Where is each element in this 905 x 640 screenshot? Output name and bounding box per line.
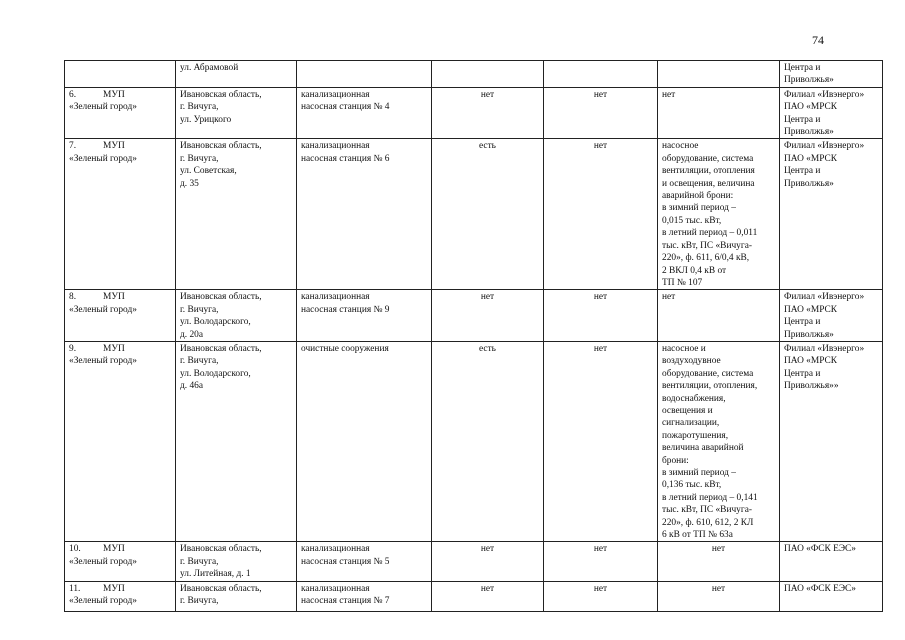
row-number: 7. xyxy=(69,141,77,152)
address-line: д. 35 xyxy=(180,178,199,189)
flag-cell: нет xyxy=(544,87,658,139)
row-number: 8. xyxy=(69,292,77,303)
flag-cell: нет xyxy=(432,542,544,581)
address-line: г. Вичуга, xyxy=(180,356,219,367)
org-cell xyxy=(65,139,176,290)
equipment-line: нет xyxy=(711,544,726,555)
equipment-line: в зимний период – xyxy=(662,203,736,214)
address-line: д. 20а xyxy=(180,329,203,340)
network-line: ПАО «МРСК xyxy=(784,153,838,164)
equipment-line: освещения и xyxy=(662,405,713,416)
network-line: ПАО «МРСК xyxy=(784,304,838,315)
address-line: ул. Урицкого xyxy=(180,114,232,125)
address-line: ул. Абрамовой xyxy=(180,63,239,73)
facility-line: насосная станция № 6 xyxy=(301,153,390,164)
equipment-cell xyxy=(658,61,780,88)
address-line: г. Вичуга, xyxy=(180,556,219,567)
org-type: МУП xyxy=(103,141,125,152)
address-line: Ивановская область, xyxy=(180,583,262,594)
table-row xyxy=(65,87,883,139)
address-line: ул. Литейная, д. 1 xyxy=(180,569,251,580)
org-name: «Зеленый город» xyxy=(69,304,137,315)
flag-cell: нет xyxy=(544,542,658,581)
network-line: Центра и xyxy=(784,368,821,379)
facility-cell xyxy=(297,61,432,88)
address-line: д. 46а xyxy=(180,381,203,392)
table-row xyxy=(65,139,883,290)
equipment-line: в летний период – 0,141 xyxy=(662,492,758,503)
org-name: «Зеленый город» xyxy=(69,596,137,607)
address-line: ул. Советская, xyxy=(180,166,237,177)
facility-line: канализационная xyxy=(301,89,370,100)
equipment-line: оборудование, система xyxy=(662,153,754,164)
table-row xyxy=(65,581,883,611)
facility-line: канализационная xyxy=(301,544,370,555)
facility-line: насосная станция № 5 xyxy=(301,556,390,567)
network-line: Филиал «Ивэнерго» xyxy=(784,141,865,152)
flag-cell: нет xyxy=(544,290,658,342)
equipment-line: тыс. кВт, ПС «Вичуга- xyxy=(662,505,752,516)
facility-cell xyxy=(297,87,432,139)
network-line: ПАО «ФСК ЕЭС» xyxy=(784,544,856,555)
equipment-line: 2 ВКЛ 0,4 кВ от xyxy=(662,265,727,276)
network-cell xyxy=(780,341,883,542)
equipment-line: 0,015 тыс. кВт, xyxy=(662,215,722,226)
org-header xyxy=(69,343,171,355)
flag-cell: нет xyxy=(432,581,544,611)
org-name: «Зеленый город» xyxy=(69,102,137,113)
org-header xyxy=(69,89,171,101)
network-line: Приволжья» xyxy=(784,178,834,189)
address-cell xyxy=(176,341,297,542)
equipment-line: ТП № 107 xyxy=(662,277,703,288)
facility-cell xyxy=(297,139,432,290)
address-line: г. Вичуга, xyxy=(180,102,219,113)
equipment-line: в зимний период – xyxy=(662,468,736,478)
equipment-line: величина аварийной xyxy=(662,443,744,454)
equipment-line: вентиляции, отопления, xyxy=(662,381,758,392)
equipment-line: насосное и xyxy=(662,343,706,354)
address-line: ул. Володарского, xyxy=(180,317,251,328)
equipment-line: вентиляции, отопления xyxy=(662,166,755,177)
address-cell xyxy=(176,290,297,342)
org-name: «Зеленый город» xyxy=(69,356,137,367)
network-cell xyxy=(780,290,883,342)
org-type: МУП xyxy=(103,343,125,354)
network-line: Приволжья» xyxy=(784,127,834,138)
equipment-line: сигнализации, xyxy=(662,418,720,429)
equipment-line: 220», ф. 610, 612, 2 КЛ xyxy=(662,517,754,528)
network-line: Филиал «Ивэнерго» xyxy=(784,343,865,354)
address-line: Ивановская область, xyxy=(180,141,262,152)
flag-cell: нет xyxy=(544,341,658,542)
flag-cell: есть xyxy=(432,139,544,290)
equipment-line: 220», ф. 611, 6/0,4 кВ, xyxy=(662,253,750,264)
flag-cell xyxy=(432,61,544,88)
network-cell xyxy=(780,61,883,88)
network-line: Центра и xyxy=(784,317,821,328)
facility-cell xyxy=(297,341,432,542)
equipment-line: воздуходувное xyxy=(662,356,721,367)
flag-cell xyxy=(544,61,658,88)
facilities-table xyxy=(64,60,883,612)
address-line: г. Вичуга, xyxy=(180,304,219,315)
equipment-line: оборудование, система xyxy=(662,368,754,379)
org-name: «Зеленый город» xyxy=(69,153,137,164)
table-row xyxy=(65,542,883,581)
flag-cell: нет xyxy=(544,139,658,290)
flag-cell: нет xyxy=(544,581,658,611)
org-header xyxy=(69,140,171,152)
address-line: ул. Володарского, xyxy=(180,368,251,379)
org-type: МУП xyxy=(103,89,125,100)
org-cell xyxy=(65,290,176,342)
network-line: Центра и xyxy=(784,114,821,125)
row-number: 11. xyxy=(69,583,81,594)
network-cell xyxy=(780,542,883,581)
equipment-cell xyxy=(658,87,780,139)
address-line: Ивановская область, xyxy=(180,89,262,100)
network-line: Филиал «Ивэнерго» xyxy=(784,89,865,100)
equipment-cell xyxy=(658,581,780,611)
network-line: Приволжья» xyxy=(784,75,834,86)
row-number: 6. xyxy=(69,89,77,100)
address-cell xyxy=(176,61,297,88)
facility-line: насосная станция № 4 xyxy=(301,102,390,113)
facility-cell xyxy=(297,542,432,581)
equipment-line: брони: xyxy=(662,455,689,466)
network-line: Приволжья»» xyxy=(784,381,839,392)
org-name: «Зеленый город» xyxy=(69,556,137,567)
network-cell xyxy=(780,87,883,139)
address-cell xyxy=(176,139,297,290)
equipment-line: пожаротушения, xyxy=(662,430,729,441)
org-header xyxy=(69,291,171,303)
equipment-line: тыс. кВт, ПС «Вичуга- xyxy=(662,240,752,251)
flag-cell: есть xyxy=(432,341,544,542)
address-line: г. Вичуга, xyxy=(180,153,219,164)
address-line: г. Вичуга, xyxy=(180,596,219,607)
equipment-line: нет xyxy=(662,89,676,100)
facility-line: канализационная xyxy=(301,583,370,594)
flag-cell: нет xyxy=(432,290,544,342)
address-cell xyxy=(176,87,297,139)
network-line: Приволжья» xyxy=(784,329,834,340)
address-line: Ивановская область, xyxy=(180,544,262,555)
network-line: Центра и xyxy=(784,63,821,73)
facility-line: очистные сооружения xyxy=(301,343,389,354)
org-cell xyxy=(65,542,176,581)
network-line: ПАО «МРСК xyxy=(784,102,838,113)
address-cell xyxy=(176,542,297,581)
org-type: МУП xyxy=(103,292,125,303)
org-type: МУП xyxy=(103,544,125,555)
facility-cell xyxy=(297,581,432,611)
equipment-line: в летний период – 0,011 xyxy=(662,228,758,239)
address-line: Ивановская область, xyxy=(180,343,262,354)
network-cell xyxy=(780,139,883,290)
row-number: 10. xyxy=(69,544,81,555)
equipment-cell xyxy=(658,542,780,581)
facility-line: канализационная xyxy=(301,141,370,152)
facility-line: насосная станция № 7 xyxy=(301,596,390,607)
equipment-cell xyxy=(658,341,780,542)
equipment-line: 0,136 тыс. кВт, xyxy=(662,480,722,491)
network-line: Филиал «Ивэнерго» xyxy=(784,292,865,303)
facility-cell xyxy=(297,290,432,342)
org-header xyxy=(69,543,171,555)
org-cell xyxy=(65,581,176,611)
org-cell xyxy=(65,87,176,139)
org-header xyxy=(69,583,171,595)
address-cell xyxy=(176,581,297,611)
network-line: ПАО «МРСК xyxy=(784,356,838,367)
address-line: Ивановская область, xyxy=(180,292,262,303)
equipment-line: 6 кВ от ТП № 63а xyxy=(662,530,733,541)
equipment-cell xyxy=(658,139,780,290)
page-number: 74 xyxy=(812,33,824,47)
network-line: ПАО «ФСК ЕЭС» xyxy=(784,583,856,594)
equipment-line: нет xyxy=(662,292,676,303)
equipment-line: нет xyxy=(711,583,726,594)
equipment-line: насосное xyxy=(662,141,699,152)
equipment-line: аварийной брони: xyxy=(662,191,734,202)
table-row xyxy=(65,61,883,88)
facility-line: насосная станция № 9 xyxy=(301,304,390,315)
facility-line: канализационная xyxy=(301,292,370,303)
org-cell xyxy=(65,341,176,542)
org-type: МУП xyxy=(103,583,125,594)
equipment-cell xyxy=(658,290,780,342)
equipment-line: и освещения, величина xyxy=(662,178,755,189)
org-cell xyxy=(65,61,176,88)
row-number: 9. xyxy=(69,343,77,354)
flag-cell: нет xyxy=(432,87,544,139)
equipment-line: водоснабжения, xyxy=(662,393,726,404)
network-line: Центра и xyxy=(784,166,821,177)
network-cell xyxy=(780,581,883,611)
table-row xyxy=(65,341,883,542)
table-row xyxy=(65,290,883,342)
